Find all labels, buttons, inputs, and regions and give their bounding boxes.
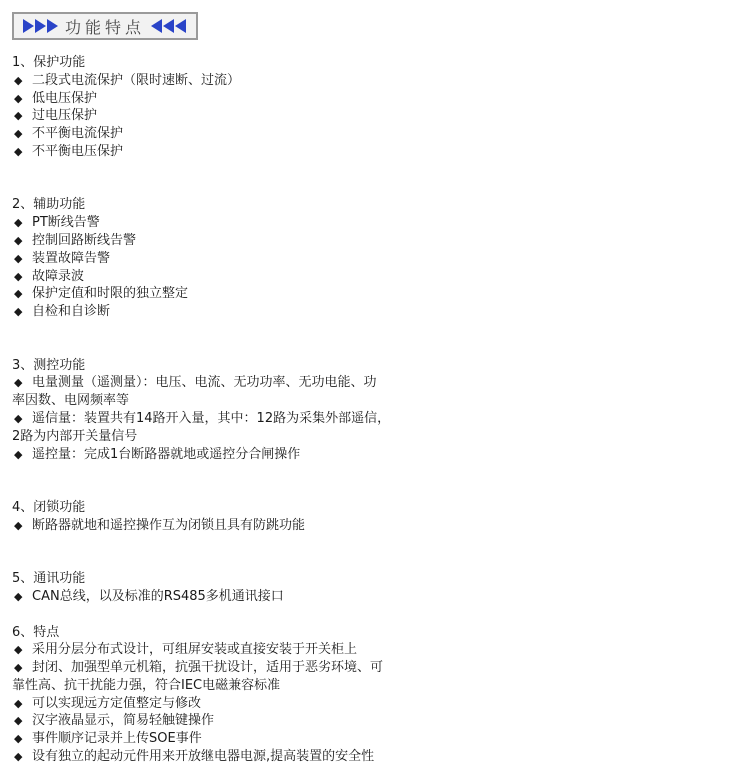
section-heading: 4、闭锁功能 xyxy=(12,499,86,515)
list-item: ◆ PT断线告警 xyxy=(14,215,100,231)
diamond-bullet-icon: ◆ xyxy=(14,91,23,105)
diamond-bullet-icon: ◆ xyxy=(14,518,23,532)
list-item: ◆ 保护定值和时限的独立整定 xyxy=(14,286,189,302)
section-features xyxy=(12,624,442,766)
list-item: ◆ 过电压保护 xyxy=(14,108,98,124)
list-item-continuation: 2路为内部开关量信号 xyxy=(12,428,138,444)
list-item: ◆ 封闭、加强型单元机箱，抗强干扰设计，适用于恶劣环境、可 xyxy=(14,660,384,676)
diamond-bullet-icon: ◆ xyxy=(14,643,23,657)
diamond-bullet-icon: ◆ xyxy=(14,73,23,87)
list-item: ◆ 不平衡电压保护 xyxy=(14,143,124,159)
diamond-bullet-icon: ◆ xyxy=(14,269,23,283)
diamond-bullet-icon: ◆ xyxy=(14,127,23,141)
list-item: ◆ 设有独立的起动元件用来开放继电器电源,提高装置的安全性 xyxy=(14,749,375,765)
list-item: ◆ 二段式电流保护（限时速断、过流） xyxy=(14,72,241,88)
list-item: ◆ 事件顺序记录并上传SOE事件 xyxy=(14,731,202,747)
diamond-bullet-icon: ◆ xyxy=(14,376,23,390)
diamond-bullet-icon: ◆ xyxy=(14,661,23,675)
list-item: ◆ 遥信量：装置共有14路开入量，其中：12路为采集外部遥信， xyxy=(14,410,391,426)
diamond-bullet-icon: ◆ xyxy=(14,714,23,728)
list-item: ◆ 低电压保护 xyxy=(14,90,98,106)
diamond-bullet-icon: ◆ xyxy=(14,109,23,123)
diamond-bullet-icon: ◆ xyxy=(14,447,23,461)
list-item: ◆ 控制回路断线告警 xyxy=(14,232,137,248)
list-item: ◆ 装置故障告警 xyxy=(14,250,111,266)
section-heading: 5、通讯功能 xyxy=(12,571,86,587)
section-heading: 1、保护功能 xyxy=(12,55,86,70)
section-communication xyxy=(12,570,442,606)
feature-list xyxy=(12,54,442,766)
diamond-bullet-icon: ◆ xyxy=(14,233,23,247)
banner-title: 功能特点 xyxy=(64,17,145,37)
list-item-continuation: 靠性高、抗干扰能力强，符合IEC电磁兼容标准 xyxy=(12,677,281,693)
list-item: ◆ 断路器就地和遥控操作互为闭锁且具有防跳功能 xyxy=(14,517,306,533)
section-heading: 2、辅助功能 xyxy=(12,197,86,213)
list-item-continuation: 率因数、电网频率等 xyxy=(12,393,130,409)
triple-left-arrow-icon xyxy=(151,19,187,33)
diamond-bullet-icon: ◆ xyxy=(14,589,23,603)
section-heading: 3、测控功能 xyxy=(12,357,86,373)
diamond-bullet-icon: ◆ xyxy=(14,732,23,746)
diamond-bullet-icon: ◆ xyxy=(14,750,23,764)
diamond-bullet-icon: ◆ xyxy=(14,411,23,425)
section-interlock xyxy=(12,499,442,535)
diamond-bullet-icon: ◆ xyxy=(14,305,23,319)
list-item: ◆ CAN总线，以及标准的RS485多机通讯接口 xyxy=(14,588,284,604)
section-auxiliary xyxy=(12,196,442,321)
list-item: ◆ 可以实现远方定值整定与修改 xyxy=(14,695,202,711)
list-item: ◆ 采用分层分布式设计，可组屏安装或直接安装于开关柜上 xyxy=(14,642,358,658)
diamond-bullet-icon: ◆ xyxy=(14,287,23,301)
section-measurement-control xyxy=(12,357,442,464)
list-item: ◆ 电量测量（遥测量）：电压、电流、无功功率、无功电能、功 xyxy=(14,375,377,391)
diamond-bullet-icon: ◆ xyxy=(14,144,23,158)
diamond-bullet-icon: ◆ xyxy=(14,696,23,710)
list-item: ◆ 不平衡电流保护 xyxy=(14,126,124,142)
section-protection xyxy=(12,54,442,161)
section-heading: 6、特点 xyxy=(12,624,60,640)
section-banner xyxy=(12,12,198,40)
diamond-bullet-icon: ◆ xyxy=(14,216,23,230)
list-item: ◆ 故障录波 xyxy=(14,268,85,284)
triple-right-arrow-icon xyxy=(23,19,59,33)
list-item: ◆ 自检和自诊断 xyxy=(14,304,111,320)
diamond-bullet-icon: ◆ xyxy=(14,251,23,265)
list-item: ◆ 遥控量：完成1台断路器就地或遥控分合闸操作 xyxy=(14,446,301,462)
list-item: ◆ 汉字液晶显示，简易轻触键操作 xyxy=(14,713,215,729)
